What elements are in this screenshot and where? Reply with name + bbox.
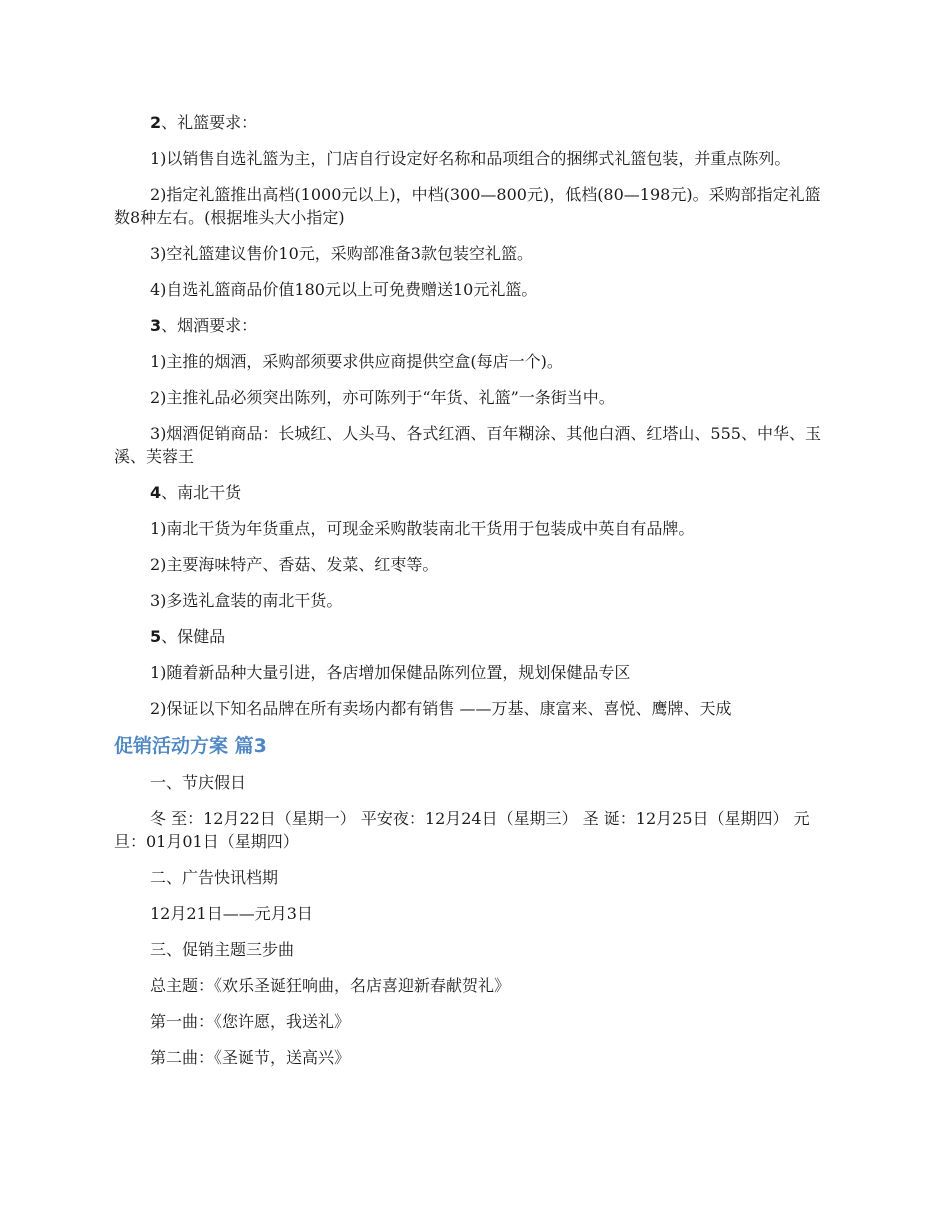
paragraph: 2)保证以下知名品牌在所有卖场内都有销售 ——万基、康富来、喜悦、鹰牌、天成 (150, 699, 732, 718)
paragraph: 三、促销主题三步曲 (150, 940, 295, 959)
list-heading: 5、保健品 (150, 627, 226, 646)
paragraph: 一、节庆假日 (150, 773, 247, 792)
paragraph: 3)空礼篮建议售价10元，采购部准备3款包装空礼篮。 (150, 244, 533, 263)
section-heading: 促销活动方案 篇3 (114, 735, 267, 757)
paragraph: 2)主要海味特产、香菇、发菜、红枣等。 (150, 555, 439, 574)
paragraph: 冬 至：12月22日（星期一） 平安夜：12月24日（星期三） 圣 诞：12月25日（星期四） 元 旦：01月01日（星期四） (114, 809, 810, 851)
paragraph: 4)自选礼篮商品价值180元以上可免费赠送10元礼篮。 (150, 280, 538, 299)
heading-number: 3 (150, 316, 162, 335)
paragraph: 总主题：《欢乐圣诞狂响曲，名店喜迎新春献贺礼》 (150, 976, 511, 995)
heading-number: 5 (150, 627, 162, 646)
paragraph: 12月21日——元月3日 (150, 904, 313, 923)
paragraph: 3)烟酒促销商品：长城红、人头马、各式红酒、百年糊涂、其他白酒、红塔山、555、中华、玉溪、芙蓉王 (114, 424, 821, 466)
paragraph: 3)多选礼盒装的南北干货。 (150, 591, 343, 610)
list-heading: 2、礼篮要求： (150, 113, 258, 132)
paragraph: 2)主推礼品必须突出陈列，亦可陈列于“年货、礼篮”一条街当中。 (150, 388, 615, 407)
paragraph: 二、广告快讯档期 (150, 868, 279, 887)
paragraph: 第二曲：《圣诞节，送高兴》 (150, 1048, 351, 1067)
heading-number: 4 (150, 483, 162, 502)
paragraph: 2)指定礼篮推出高档(1000元以上)，中档(300—800元)，低档(80—198元)。采购部指定礼篮数8种左右。(根据堆头大小指定) (114, 185, 821, 227)
list-heading: 3、烟酒要求： (150, 316, 258, 335)
paragraph: 1)南北干货为年货重点，可现金采购散装南北干货用于包装成中英自有品牌。 (150, 519, 695, 538)
heading-number: 2 (150, 113, 162, 132)
paragraph: 第一曲：《您许愿，我送礼》 (150, 1012, 351, 1031)
document-content (114, 111, 834, 1082)
paragraph: 1)以销售自选礼篮为主，门店自行设定好名称和品项组合的捆绑式礼篮包装，并重点陈列。 (150, 149, 791, 168)
list-heading: 4、南北干货 (150, 483, 242, 502)
paragraph: 1)随着新品种大量引进，各店增加保健品陈列位置，规划保健品专区 (150, 663, 631, 682)
paragraph: 1)主推的烟酒，采购部须要求供应商提供空盒(每店一个)。 (150, 352, 563, 371)
